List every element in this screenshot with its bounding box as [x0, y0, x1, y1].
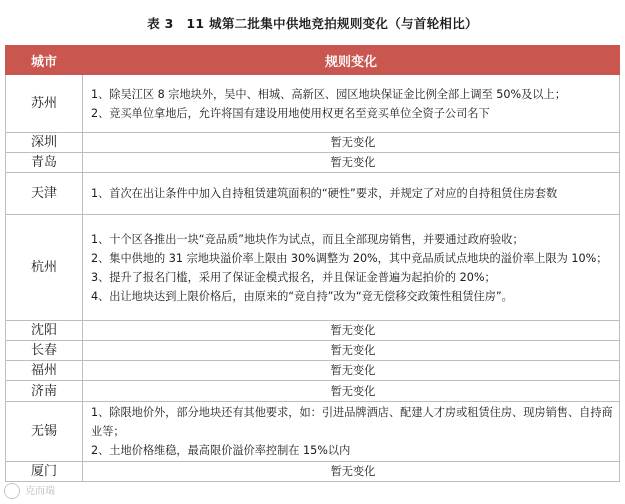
table-row: [6, 402, 620, 462]
header-row: [6, 46, 620, 75]
header-change: 规则变化: [83, 46, 620, 75]
watermark-logo-icon: [4, 483, 20, 499]
table-row: [6, 341, 620, 361]
change-cell: 暂无变化: [83, 361, 620, 381]
change-cell: [83, 402, 620, 462]
table-row: [6, 321, 620, 341]
rules-table: [5, 45, 620, 482]
city-cell: 天津: [6, 173, 83, 215]
city-cell: 沈阳: [6, 321, 83, 341]
change-cell: 暂无变化: [83, 133, 620, 153]
rule-line: 2、竞买单位拿地后，允许将国有建设用地使用权更名至竞买单位全资子公司名下: [91, 106, 490, 120]
change-cell: 暂无变化: [83, 153, 620, 173]
table-row: [6, 75, 620, 133]
rule-line: 1、首次在出让条件中加入自持租赁建筑面积的“硬性”要求，并规定了对应的自持租赁住房套数: [91, 187, 558, 200]
rule-line: 1、除限地价外，部分地块还有其他要求，如：引进品牌酒店、配建人才房或租赁住房、现房销售、自持商业等；: [91, 406, 613, 438]
table-title: 表 3 11 城第二批集中供地竞拍规则变化（与首轮相比）: [147, 16, 478, 31]
change-cell: 暂无变化: [83, 462, 620, 482]
rule-line: 4、出让地块达到上限价格后，由原来的“竞自持”改为“竞无偿移交政策性租赁住房”。: [91, 289, 513, 303]
watermark-text: 克而瑞: [25, 486, 56, 497]
change-cell: [83, 75, 620, 133]
table-row: [6, 133, 620, 153]
table-row: [6, 215, 620, 321]
table-row: [6, 361, 620, 381]
city-cell: 无锡: [6, 402, 83, 462]
change-cell: 暂无变化: [83, 381, 620, 402]
rule-line: 2、集中供地的 31 宗地块溢价率上限由 30%调整为 20%，其中竞品质试点地块的溢价率上限为 10%；: [91, 251, 608, 265]
table-row: [6, 462, 620, 482]
city-cell: 长春: [6, 341, 83, 361]
city-cell: 深圳: [6, 133, 83, 153]
table-row: [6, 381, 620, 402]
rule-line: 1、十个区各推出一块“竞品质”地块作为试点，而且全部现房销售，并要通过政府验收；: [91, 232, 524, 246]
city-cell: 厦门: [6, 462, 83, 482]
city-cell: 杭州: [6, 215, 83, 321]
rule-line: 3、提升了报名门槛，采用了保证金模式报名，并且保证金普遍为起拍价的 20%；: [91, 270, 496, 284]
change-cell: 暂无变化: [83, 341, 620, 361]
change-cell: 暂无变化: [83, 321, 620, 341]
table-row: [6, 173, 620, 215]
city-cell: 青岛: [6, 153, 83, 173]
watermark: [4, 482, 55, 499]
change-cell: [83, 173, 620, 215]
city-cell: 济南: [6, 381, 83, 402]
rule-line: 2、土地价格维稳，最高限价溢价率控制在 15%以内: [91, 444, 351, 457]
rule-line: 1、除吴江区 8 宗地块外，吴中、相城、高新区、园区地块保证金比例全部上调至 50%及以上；: [91, 87, 566, 101]
city-cell: 苏州: [6, 75, 83, 133]
table-row: [6, 153, 620, 173]
city-cell: 福州: [6, 361, 83, 381]
change-cell: [83, 215, 620, 321]
header-city: 城市: [6, 46, 83, 75]
